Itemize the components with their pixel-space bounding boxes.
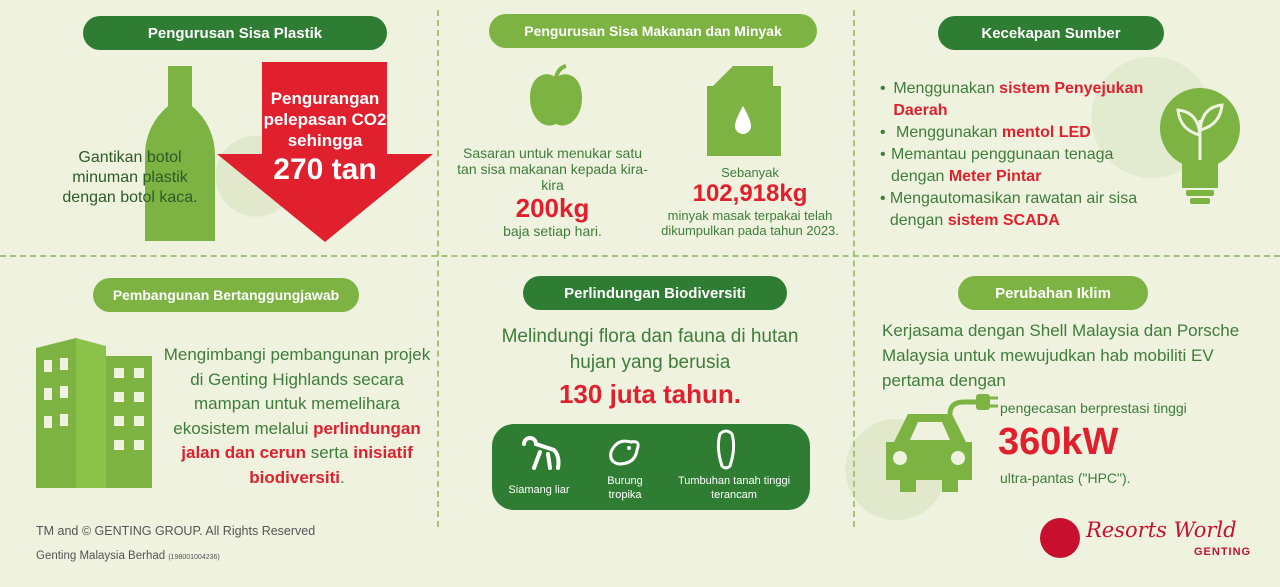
building-icon: [36, 338, 152, 488]
bird-icon: [607, 434, 643, 470]
species-label: Burung tropika: [592, 474, 658, 502]
logo-text: Resorts World: [1086, 518, 1237, 542]
item-text: Mengautomasikan rawatan air sisa dengan: [889, 190, 1138, 229]
climate-suffix: ultra-pantas ("HPC").: [1000, 470, 1131, 486]
item-highlight: sistem SCADA: [947, 212, 1060, 229]
oil-text: minyak masak terpakai telah dikumpulkan pada tahun 2023.: [661, 208, 839, 238]
section-title-development: Pembangunan Bertanggungjawab: [93, 278, 359, 312]
ev-car-icon: [880, 392, 1000, 500]
resources-list: [880, 78, 1150, 232]
co2-value: 270 tan: [273, 153, 377, 186]
list-item: • Memantau penggunaan tenaga dengan Meter Pintar: [880, 146, 1114, 185]
divider: [0, 255, 1280, 257]
biodiversity-text: Melindungi flora dan fauna di hutan hujan yang berusia: [501, 326, 799, 373]
arrow-line-3: sehingga: [287, 131, 363, 150]
item-text: Menggunakan: [896, 124, 1002, 141]
species-panel: [492, 424, 810, 510]
apple-icon: [528, 64, 584, 130]
food-text: Sasaran untuk menukar satu tan sisa makanan kepada kira-kira: [457, 145, 648, 193]
section-title-plastic: Pengurusan Sisa Plastik: [83, 16, 387, 50]
species-label: Tumbuhan tanah tinggi terancam: [677, 475, 791, 501]
list-item: • Menggunakan mentol LED: [880, 124, 1091, 141]
list-item: • Mengautomasikan rawatan air sisa dengan sistem SCADA: [880, 190, 1138, 229]
arrow-line-2: pelepasan CO2: [263, 110, 387, 129]
oil-value: 102,918kg: [692, 180, 808, 207]
oil-can-icon: [703, 66, 783, 156]
arrow-line-1: Pengurangan: [270, 89, 380, 108]
lightbulb-icon: [1150, 80, 1250, 210]
dev-text-1: Mengimbangi pembangunan projek di Genting Highlands secara mampan untuk memelihara ekosistem melalui: [163, 345, 431, 438]
divider: [853, 10, 855, 527]
item-highlight: mentol LED: [1001, 124, 1091, 141]
section-title-climate: Perubahan Iklim: [958, 276, 1148, 310]
gibbon-icon: [518, 434, 562, 470]
dev-text-2: serta: [305, 443, 354, 462]
item-highlight: Meter Pintar: [948, 168, 1042, 185]
item-text: Memantau penggunaan tenaga dengan: [890, 146, 1114, 185]
dev-text-3: .: [339, 467, 345, 487]
food-value: 200kg: [515, 193, 590, 223]
divider: [437, 10, 439, 527]
pitcher-plant-icon: [714, 428, 738, 470]
copyright: TM and © GENTING GROUP. All Rights Reserved: [36, 524, 316, 538]
logo-mark: [1040, 518, 1080, 558]
section-title-food: Pengurusan Sisa Makanan dan Minyak: [489, 14, 817, 48]
company-line: [36, 550, 220, 562]
item-text: Menggunakan: [893, 80, 1000, 97]
development-text: [162, 343, 432, 490]
section-title-biodiversity: Perlindungan Biodiversiti: [523, 276, 787, 310]
climate-text: Kerjasama dengan Shell Malaysia dan Porsche Malaysia untuk mewujudkan hab mobiliti EV pertama dengan: [882, 321, 1240, 390]
list-item: • Menggunakan sistem Penyejukan Daerah: [880, 80, 1144, 119]
company-name: Genting Malaysia Berhad: [36, 550, 166, 562]
dev-highlight-1: perlindungan jalan dan cerun: [181, 418, 421, 462]
company-reg: (198001004236): [168, 554, 220, 561]
plastic-text: Gantikan botol minuman plastik dengan botol kaca.: [62, 149, 198, 206]
dev-highlight-2: inisiatif biodiversiti: [249, 443, 413, 487]
logo-sub: GENTING: [1194, 546, 1252, 558]
climate-value: 360kW: [998, 421, 1119, 463]
biodiversity-value: 130 juta tahun.: [558, 379, 742, 409]
food-suffix: baja setiap hari.: [503, 223, 602, 239]
item-highlight: sistem Penyejukan Daerah: [893, 80, 1144, 119]
section-title-resources: Kecekapan Sumber: [938, 16, 1164, 50]
oil-prefix: Sebanyak: [721, 165, 779, 180]
climate-sub: pengecasan berprestasi tinggi: [1000, 400, 1187, 416]
species-label: Siamang liar: [508, 484, 570, 496]
